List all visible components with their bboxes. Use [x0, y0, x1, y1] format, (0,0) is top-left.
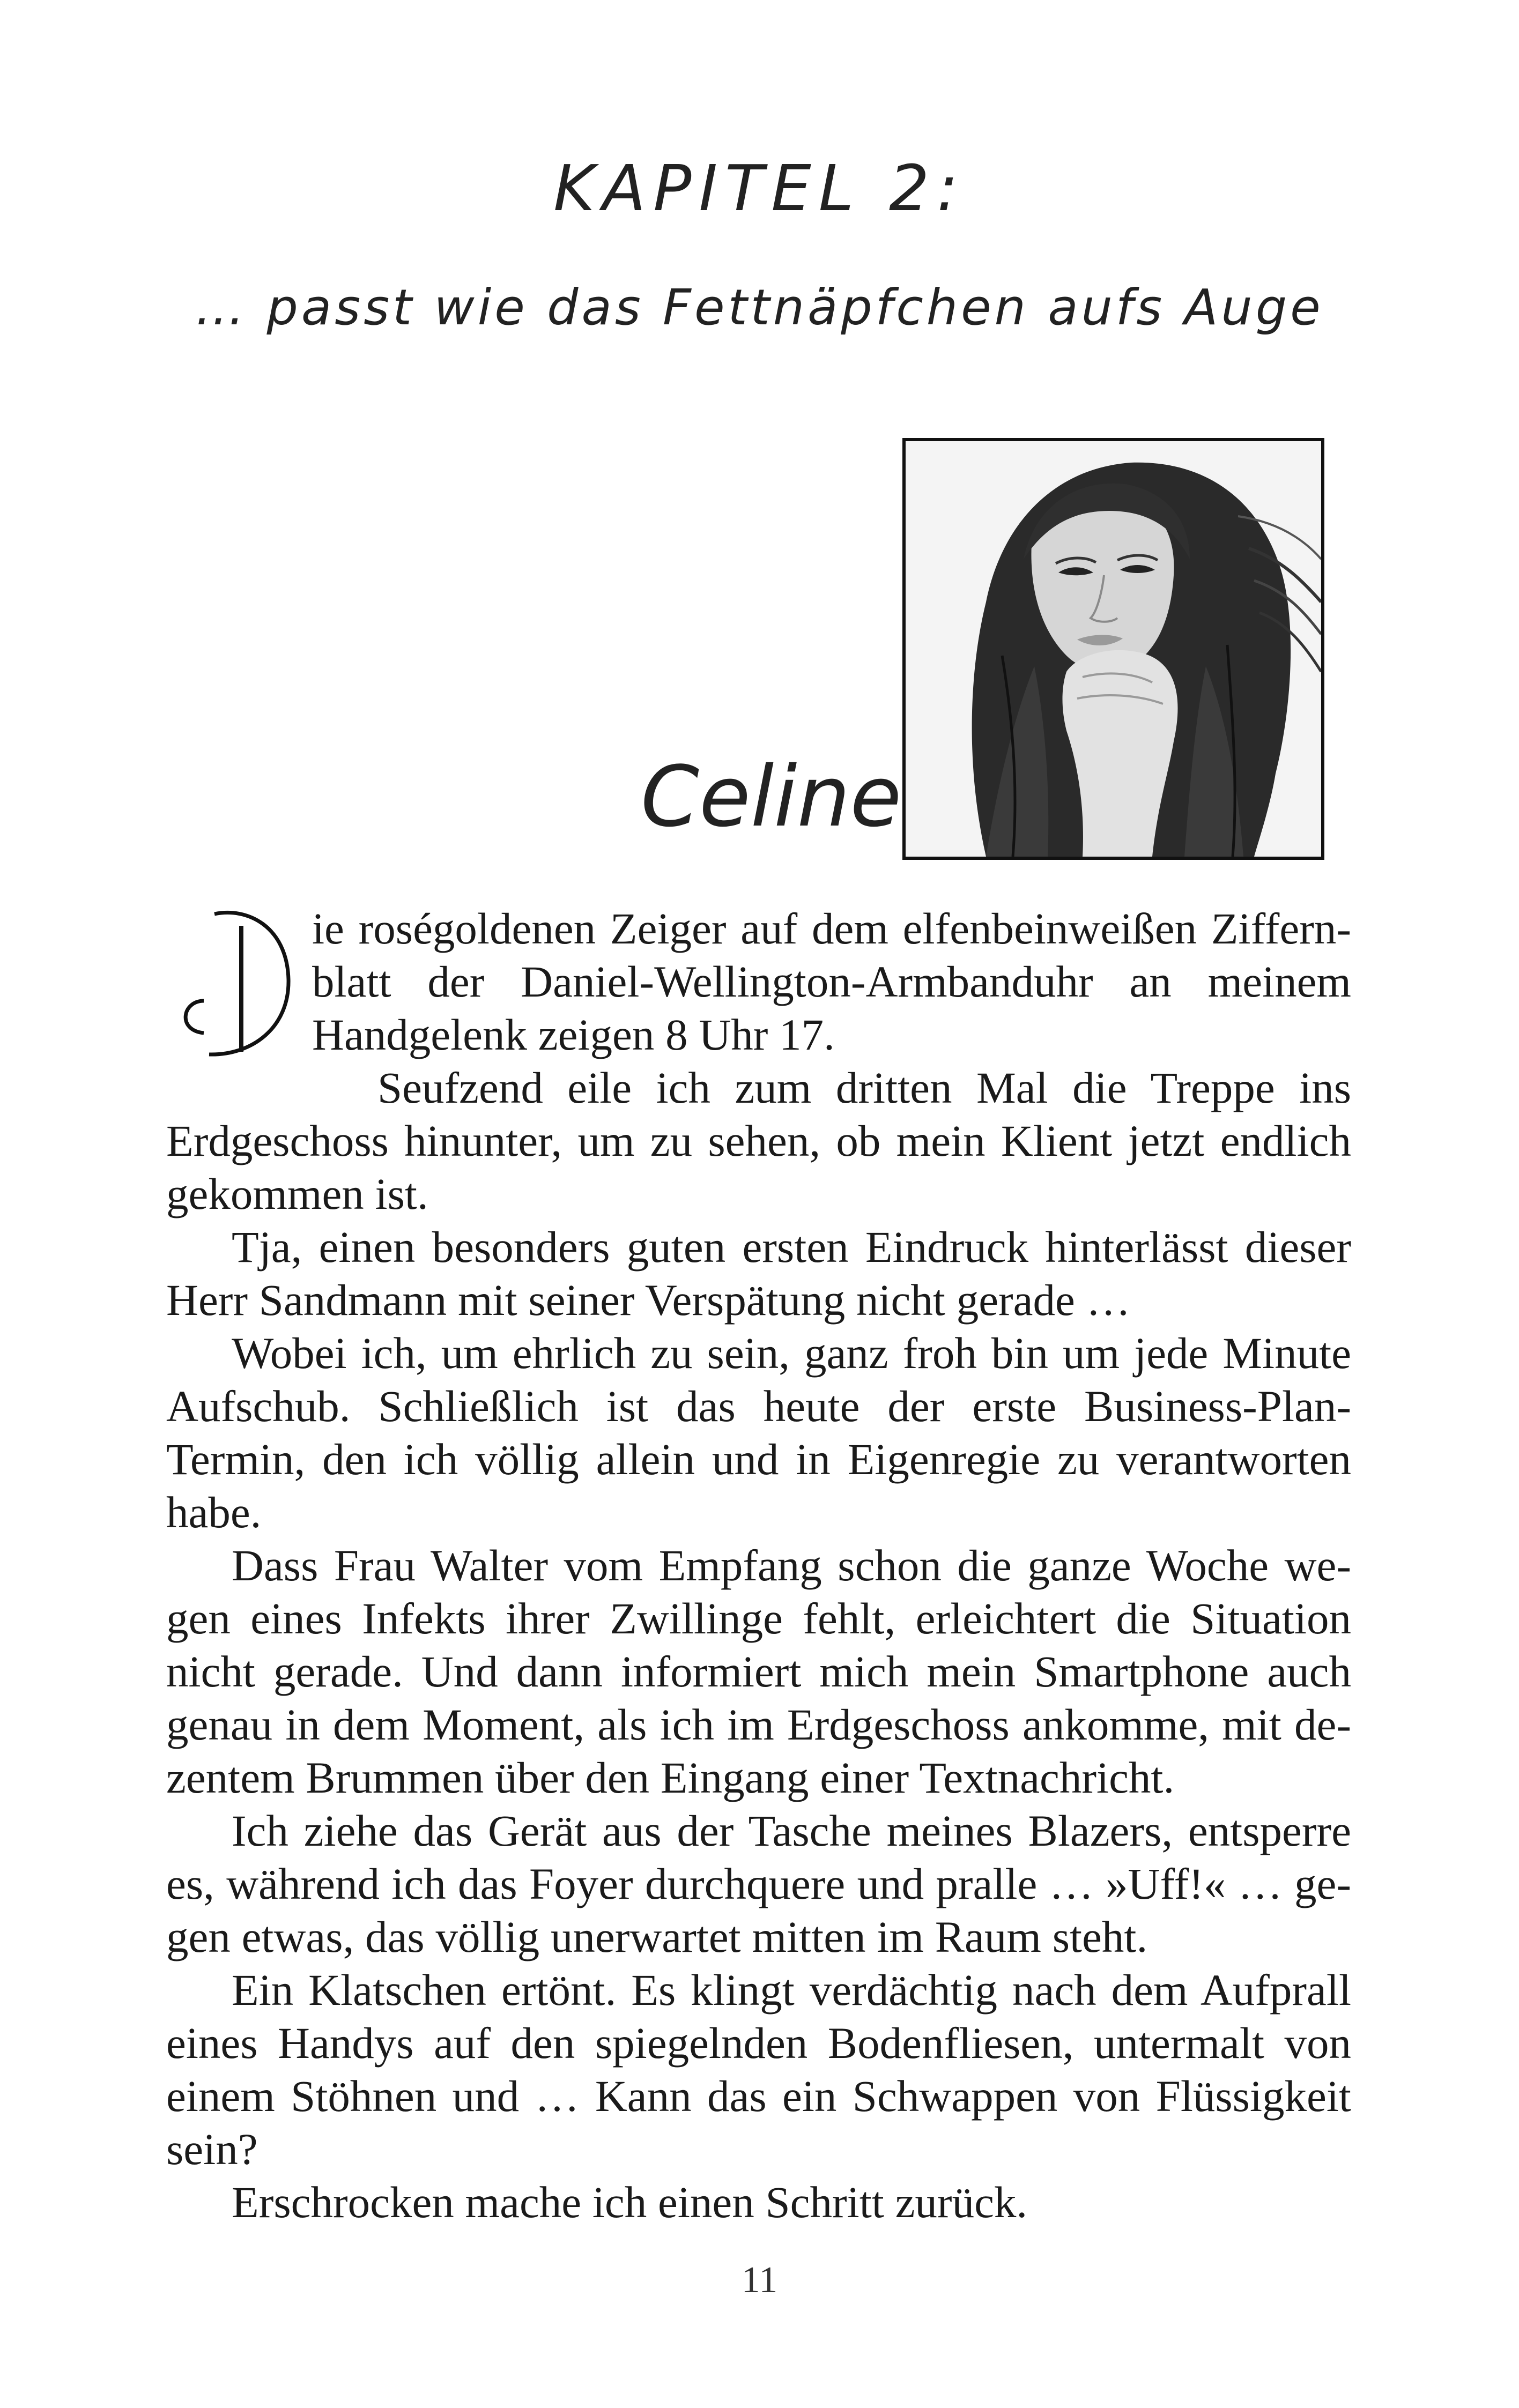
paragraph: Wobei ich, um ehrlich zu sein, ganz froh bin um jede Minute Aufschub. Schließlich ist das heute der erste Business-Plan-Termin, den ich völlig allein und in Eigenregie zu verantworten habe.: [166, 1328, 1351, 1537]
chapter-subtitle: … passt wie das Fettnäpfchen aufs Auge: [195, 279, 1324, 336]
character-portrait: [902, 438, 1324, 860]
paragraph-opening: [166, 902, 1351, 1061]
chapter-text: [166, 902, 1351, 2229]
page-number: 11: [741, 2260, 778, 2301]
pov-character-name: Celine: [641, 748, 902, 845]
paragraph: Seufzend eile ich zum dritten Mal die Treppe ins Erdgeschoss hinunter, um zu sehen, ob mein Klient jetzt endlich gekommen ist.: [166, 1063, 1351, 1218]
portrait-illustration: [906, 441, 1321, 857]
opening-text: ie roségoldenen Zeiger auf dem elfenbeinweißen Ziffernblatt der Daniel-Wellington-Armbanduhr an meinem Handgelenk zeigen 8 Uhr 17.: [312, 904, 1351, 1059]
paragraph: Dass Frau Walter vom Empfang schon die ganze Woche wegen eines Infekts ihrer Zwillinge fehlt, erleichtert die Situation nicht gerade. Und dann informiert mich mein Smartphone auch genau in dem Moment, als ich im Erdgeschoss ankomme, mit dezentem Brummen über den Eingang einer Textnachricht.: [166, 1541, 1351, 1802]
paragraph: Ich ziehe das Gerät aus der Tasche meines Blazers, entsperre es, während ich das Foyer durchquere und pralle … »Uff!« … gegen etwas, das völlig unerwartet mitten im Raum steht.: [166, 1806, 1351, 1961]
paragraph: Erschrocken mache ich einen Schritt zurück.: [232, 2177, 1028, 2227]
drop-cap-d: [166, 904, 312, 1064]
paragraph: Tja, einen besonders guten ersten Eindruck hinterlässt dieser Herr Sandmann mit seiner Verspätung nicht gerade …: [166, 1222, 1351, 1325]
paragraph: Ein Klatschen ertönt. Es klingt verdächtig nach dem Aufprall eines Handys auf den spiegelnden Bodenfliesen, untermalt von einem Stöhnen und … Kann das ein Schwappen von Flüssigkeit sein?: [166, 1965, 1351, 2174]
chapter-title: KAPITEL 2:: [553, 151, 966, 225]
